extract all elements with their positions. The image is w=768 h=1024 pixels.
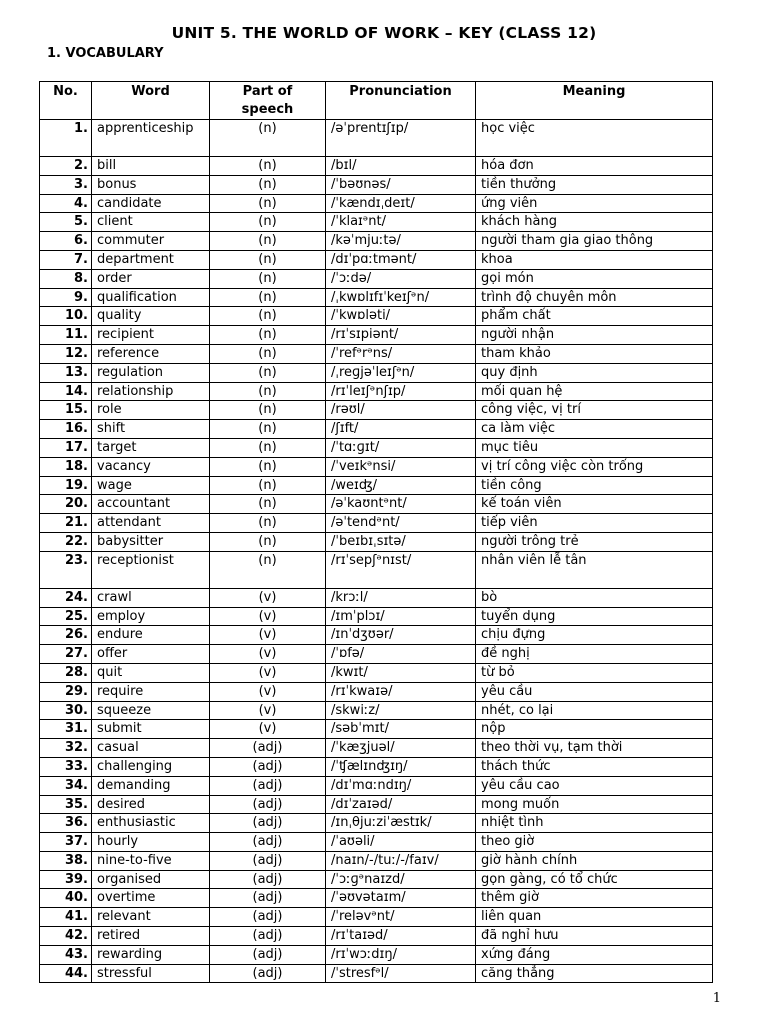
word-cell: enthusiastic bbox=[92, 814, 210, 833]
vocabulary-table-body bbox=[40, 120, 713, 983]
part-of-speech-cell: (n) bbox=[210, 438, 326, 457]
pronunciation-cell: /ˈɔːɡᵊnaɪzd/ bbox=[326, 870, 476, 889]
meaning-cell: mối quan hệ bbox=[476, 382, 713, 401]
pronunciation-cell: /səbˈmɪt/ bbox=[326, 720, 476, 739]
meaning-cell: người nhận bbox=[476, 326, 713, 345]
meaning-cell: chịu đựng bbox=[476, 626, 713, 645]
meaning-cell: theo thời vụ, tạm thời bbox=[476, 739, 713, 758]
section-heading: 1. VOCABULARY bbox=[47, 46, 164, 61]
pronunciation-cell: /ˈreləvᵊnt/ bbox=[326, 908, 476, 927]
document-title: UNIT 5. THE WORLD OF WORK – KEY (CLASS 12) bbox=[171, 24, 597, 42]
row-number: 31. bbox=[40, 720, 92, 739]
meaning-cell: nộp bbox=[476, 720, 713, 739]
row-number: 20. bbox=[40, 495, 92, 514]
part-of-speech-cell: (adj) bbox=[210, 814, 326, 833]
word-cell: vacancy bbox=[92, 457, 210, 476]
part-of-speech-cell: (adj) bbox=[210, 908, 326, 927]
meaning-cell: công việc, vị trí bbox=[476, 401, 713, 420]
word-cell: casual bbox=[92, 739, 210, 758]
pronunciation-cell: /ˌkwɒlɪfɪˈkeɪʃᵊn/ bbox=[326, 288, 476, 307]
meaning-cell: đã nghỉ hưu bbox=[476, 927, 713, 946]
part-of-speech-cell: (v) bbox=[210, 663, 326, 682]
table-row bbox=[40, 120, 713, 157]
part-of-speech-cell: (n) bbox=[210, 420, 326, 439]
part-of-speech-cell: (n) bbox=[210, 213, 326, 232]
pronunciation-cell: /kwɪt/ bbox=[326, 663, 476, 682]
table-row bbox=[40, 908, 713, 927]
row-number: 9. bbox=[40, 288, 92, 307]
part-of-speech-cell: (n) bbox=[210, 514, 326, 533]
part-of-speech-cell: (n) bbox=[210, 382, 326, 401]
row-number: 26. bbox=[40, 626, 92, 645]
word-cell: employ bbox=[92, 607, 210, 626]
word-cell: rewarding bbox=[92, 945, 210, 964]
meaning-cell: kế toán viên bbox=[476, 495, 713, 514]
word-cell: client bbox=[92, 213, 210, 232]
pronunciation-cell: /ˈbəʊnəs/ bbox=[326, 175, 476, 194]
row-number: 30. bbox=[40, 701, 92, 720]
row-number: 7. bbox=[40, 250, 92, 269]
row-number: 11. bbox=[40, 326, 92, 345]
row-number: 10. bbox=[40, 307, 92, 326]
table-row bbox=[40, 889, 713, 908]
table-row bbox=[40, 663, 713, 682]
table-row bbox=[40, 607, 713, 626]
meaning-cell: liên quan bbox=[476, 908, 713, 927]
row-number: 33. bbox=[40, 757, 92, 776]
word-cell: stressful bbox=[92, 964, 210, 983]
meaning-cell: gọn gàng, có tổ chức bbox=[476, 870, 713, 889]
row-number: 21. bbox=[40, 514, 92, 533]
meaning-cell: yêu cầu cao bbox=[476, 776, 713, 795]
meaning-cell: nhiệt tình bbox=[476, 814, 713, 833]
pronunciation-cell: /rɪˈleɪʃᵊnʃɪp/ bbox=[326, 382, 476, 401]
meaning-cell: yêu cầu bbox=[476, 682, 713, 701]
table-row bbox=[40, 588, 713, 607]
part-of-speech-cell: (n) bbox=[210, 269, 326, 288]
word-cell: target bbox=[92, 438, 210, 457]
word-cell: apprenticeship bbox=[92, 120, 210, 157]
table-row bbox=[40, 739, 713, 758]
part-of-speech-cell: (adj) bbox=[210, 776, 326, 795]
meaning-cell: hóa đơn bbox=[476, 157, 713, 176]
table-row bbox=[40, 288, 713, 307]
row-number: 36. bbox=[40, 814, 92, 833]
table-row bbox=[40, 307, 713, 326]
meaning-cell: tiếp viên bbox=[476, 514, 713, 533]
meaning-cell: theo giờ bbox=[476, 833, 713, 852]
word-cell: organised bbox=[92, 870, 210, 889]
pronunciation-cell: /ɪnˌθjuːziˈæstɪk/ bbox=[326, 814, 476, 833]
part-of-speech-cell: (adj) bbox=[210, 795, 326, 814]
header-pronunciation: Pronunciation bbox=[326, 82, 476, 120]
meaning-cell: mong muốn bbox=[476, 795, 713, 814]
word-cell: hourly bbox=[92, 833, 210, 852]
pronunciation-cell: /ɪnˈdʒʊər/ bbox=[326, 626, 476, 645]
meaning-cell: nhân viên lễ tân bbox=[476, 551, 713, 588]
meaning-cell: bò bbox=[476, 588, 713, 607]
table-row bbox=[40, 682, 713, 701]
row-number: 16. bbox=[40, 420, 92, 439]
pronunciation-cell: /ˈkæʒjuəl/ bbox=[326, 739, 476, 758]
pronunciation-cell: /dɪˈmɑːndɪŋ/ bbox=[326, 776, 476, 795]
row-number: 13. bbox=[40, 363, 92, 382]
table-row bbox=[40, 326, 713, 345]
row-number: 24. bbox=[40, 588, 92, 607]
table-row bbox=[40, 532, 713, 551]
word-cell: endure bbox=[92, 626, 210, 645]
row-number: 19. bbox=[40, 476, 92, 495]
word-cell: retired bbox=[92, 927, 210, 946]
part-of-speech-cell: (n) bbox=[210, 401, 326, 420]
row-number: 39. bbox=[40, 870, 92, 889]
row-number: 42. bbox=[40, 927, 92, 946]
table-row bbox=[40, 363, 713, 382]
table-row bbox=[40, 269, 713, 288]
pronunciation-cell: /ˈbeɪbɪˌsɪtə/ bbox=[326, 532, 476, 551]
table-row bbox=[40, 401, 713, 420]
table-row bbox=[40, 344, 713, 363]
meaning-cell: tiền thưởng bbox=[476, 175, 713, 194]
table-row bbox=[40, 701, 713, 720]
meaning-cell: tham khảo bbox=[476, 344, 713, 363]
row-number: 38. bbox=[40, 851, 92, 870]
word-cell: bonus bbox=[92, 175, 210, 194]
part-of-speech-cell: (n) bbox=[210, 476, 326, 495]
part-of-speech-cell: (adj) bbox=[210, 889, 326, 908]
row-number: 29. bbox=[40, 682, 92, 701]
row-number: 8. bbox=[40, 269, 92, 288]
header-word: Word bbox=[92, 82, 210, 120]
header-no: No. bbox=[40, 82, 92, 120]
part-of-speech-cell: (n) bbox=[210, 157, 326, 176]
part-of-speech-cell: (v) bbox=[210, 645, 326, 664]
meaning-cell: người tham gia giao thông bbox=[476, 232, 713, 251]
part-of-speech-cell: (v) bbox=[210, 607, 326, 626]
table-row bbox=[40, 232, 713, 251]
table-row bbox=[40, 420, 713, 439]
part-of-speech-cell: (adj) bbox=[210, 739, 326, 758]
pronunciation-cell: /ˈstresfᵊl/ bbox=[326, 964, 476, 983]
word-cell: regulation bbox=[92, 363, 210, 382]
table-row bbox=[40, 495, 713, 514]
word-cell: order bbox=[92, 269, 210, 288]
pronunciation-cell: /əˈtendᵊnt/ bbox=[326, 514, 476, 533]
part-of-speech-cell: (n) bbox=[210, 194, 326, 213]
table-row bbox=[40, 870, 713, 889]
part-of-speech-cell: (n) bbox=[210, 250, 326, 269]
part-of-speech-cell: (n) bbox=[210, 288, 326, 307]
table-row bbox=[40, 157, 713, 176]
word-cell: receptionist bbox=[92, 551, 210, 588]
row-number: 22. bbox=[40, 532, 92, 551]
word-cell: qualification bbox=[92, 288, 210, 307]
meaning-cell: trình độ chuyên môn bbox=[476, 288, 713, 307]
table-row bbox=[40, 927, 713, 946]
word-cell: squeeze bbox=[92, 701, 210, 720]
table-row bbox=[40, 438, 713, 457]
part-of-speech-cell: (v) bbox=[210, 720, 326, 739]
row-number: 4. bbox=[40, 194, 92, 213]
pronunciation-cell: /ˈkændɪˌdeɪt/ bbox=[326, 194, 476, 213]
table-header-row bbox=[40, 82, 713, 120]
row-number: 37. bbox=[40, 833, 92, 852]
row-number: 18. bbox=[40, 457, 92, 476]
pronunciation-cell: /dɪˈzaɪəd/ bbox=[326, 795, 476, 814]
table-row bbox=[40, 757, 713, 776]
meaning-cell: thách thức bbox=[476, 757, 713, 776]
word-cell: challenging bbox=[92, 757, 210, 776]
table-row bbox=[40, 833, 713, 852]
table-row bbox=[40, 175, 713, 194]
word-cell: candidate bbox=[92, 194, 210, 213]
pronunciation-cell: /rəʊl/ bbox=[326, 401, 476, 420]
part-of-speech-cell: (adj) bbox=[210, 851, 326, 870]
row-number: 27. bbox=[40, 645, 92, 664]
word-cell: bill bbox=[92, 157, 210, 176]
pronunciation-cell: /ˈveɪkᵊnsi/ bbox=[326, 457, 476, 476]
pronunciation-cell: /ʃɪft/ bbox=[326, 420, 476, 439]
row-number: 32. bbox=[40, 739, 92, 758]
meaning-cell: khách hàng bbox=[476, 213, 713, 232]
part-of-speech-cell: (adj) bbox=[210, 870, 326, 889]
table-row bbox=[40, 814, 713, 833]
part-of-speech-cell: (adj) bbox=[210, 927, 326, 946]
meaning-cell: tuyển dụng bbox=[476, 607, 713, 626]
part-of-speech-cell: (adj) bbox=[210, 833, 326, 852]
row-number: 25. bbox=[40, 607, 92, 626]
pronunciation-cell: /rɪˈsɪpiənt/ bbox=[326, 326, 476, 345]
pronunciation-cell: /ˈəʊvətaɪm/ bbox=[326, 889, 476, 908]
meaning-cell: phẩm chất bbox=[476, 307, 713, 326]
part-of-speech-cell: (n) bbox=[210, 363, 326, 382]
table-row bbox=[40, 964, 713, 983]
pronunciation-cell: /ˈkwɒləti/ bbox=[326, 307, 476, 326]
meaning-cell: khoa bbox=[476, 250, 713, 269]
row-number: 12. bbox=[40, 344, 92, 363]
pronunciation-cell: /ˌreɡjəˈleɪʃᵊn/ bbox=[326, 363, 476, 382]
table-row bbox=[40, 457, 713, 476]
pronunciation-cell: /bɪl/ bbox=[326, 157, 476, 176]
table-row bbox=[40, 720, 713, 739]
row-number: 40. bbox=[40, 889, 92, 908]
pronunciation-cell: /krɔːl/ bbox=[326, 588, 476, 607]
word-cell: role bbox=[92, 401, 210, 420]
word-cell: attendant bbox=[92, 514, 210, 533]
meaning-cell: mục tiêu bbox=[476, 438, 713, 457]
meaning-cell: vị trí công việc còn trống bbox=[476, 457, 713, 476]
word-cell: department bbox=[92, 250, 210, 269]
word-cell: submit bbox=[92, 720, 210, 739]
part-of-speech-cell: (n) bbox=[210, 344, 326, 363]
word-cell: offer bbox=[92, 645, 210, 664]
row-number: 43. bbox=[40, 945, 92, 964]
word-cell: wage bbox=[92, 476, 210, 495]
row-number: 41. bbox=[40, 908, 92, 927]
header-part-of-speech: Part of speech bbox=[210, 82, 326, 120]
pronunciation-cell: /ɪmˈplɔɪ/ bbox=[326, 607, 476, 626]
table-row bbox=[40, 645, 713, 664]
word-cell: require bbox=[92, 682, 210, 701]
row-number: 23. bbox=[40, 551, 92, 588]
pronunciation-cell: /ˈɒfə/ bbox=[326, 645, 476, 664]
table-row bbox=[40, 551, 713, 588]
part-of-speech-cell: (v) bbox=[210, 626, 326, 645]
meaning-cell: thêm giờ bbox=[476, 889, 713, 908]
word-cell: overtime bbox=[92, 889, 210, 908]
word-cell: quit bbox=[92, 663, 210, 682]
row-number: 2. bbox=[40, 157, 92, 176]
row-number: 5. bbox=[40, 213, 92, 232]
word-cell: accountant bbox=[92, 495, 210, 514]
pronunciation-cell: /skwiːz/ bbox=[326, 701, 476, 720]
table-row bbox=[40, 514, 713, 533]
part-of-speech-cell: (n) bbox=[210, 232, 326, 251]
row-number: 1. bbox=[40, 120, 92, 157]
pronunciation-cell: /ˈrefᵊrᵊns/ bbox=[326, 344, 476, 363]
part-of-speech-cell: (v) bbox=[210, 588, 326, 607]
row-number: 17. bbox=[40, 438, 92, 457]
word-cell: babysitter bbox=[92, 532, 210, 551]
part-of-speech-cell: (n) bbox=[210, 495, 326, 514]
table-row bbox=[40, 194, 713, 213]
pronunciation-cell: /ˈʧælɪnʤɪŋ/ bbox=[326, 757, 476, 776]
meaning-cell: từ bỏ bbox=[476, 663, 713, 682]
pronunciation-cell: /rɪˈwɔːdɪŋ/ bbox=[326, 945, 476, 964]
part-of-speech-cell: (v) bbox=[210, 682, 326, 701]
pronunciation-cell: /rɪˈkwaɪə/ bbox=[326, 682, 476, 701]
meaning-cell: học việc bbox=[476, 120, 713, 157]
row-number: 44. bbox=[40, 964, 92, 983]
pronunciation-cell: /rɪˈtaɪəd/ bbox=[326, 927, 476, 946]
part-of-speech-cell: (n) bbox=[210, 307, 326, 326]
meaning-cell: giờ hành chính bbox=[476, 851, 713, 870]
pronunciation-cell: /ˈaʊəli/ bbox=[326, 833, 476, 852]
row-number: 14. bbox=[40, 382, 92, 401]
word-cell: crawl bbox=[92, 588, 210, 607]
pronunciation-cell: /kəˈmjuːtə/ bbox=[326, 232, 476, 251]
table-row bbox=[40, 382, 713, 401]
part-of-speech-cell: (n) bbox=[210, 551, 326, 588]
part-of-speech-cell: (adj) bbox=[210, 945, 326, 964]
part-of-speech-cell: (v) bbox=[210, 701, 326, 720]
table-row bbox=[40, 776, 713, 795]
part-of-speech-cell: (n) bbox=[210, 175, 326, 194]
meaning-cell: xứng đáng bbox=[476, 945, 713, 964]
meaning-cell: nhét, co lại bbox=[476, 701, 713, 720]
pronunciation-cell: /dɪˈpɑːtmənt/ bbox=[326, 250, 476, 269]
table-row bbox=[40, 795, 713, 814]
word-cell: recipient bbox=[92, 326, 210, 345]
table-row bbox=[40, 213, 713, 232]
pronunciation-cell: /əˈkaʊntᵊnt/ bbox=[326, 495, 476, 514]
meaning-cell: căng thẳng bbox=[476, 964, 713, 983]
meaning-cell: quy định bbox=[476, 363, 713, 382]
pronunciation-cell: /ˈklaɪᵊnt/ bbox=[326, 213, 476, 232]
page-number: 1 bbox=[712, 991, 721, 1006]
part-of-speech-cell: (n) bbox=[210, 120, 326, 157]
word-cell: desired bbox=[92, 795, 210, 814]
meaning-cell: gọi món bbox=[476, 269, 713, 288]
pronunciation-cell: /əˈprentɪʃɪp/ bbox=[326, 120, 476, 157]
word-cell: quality bbox=[92, 307, 210, 326]
table-row bbox=[40, 851, 713, 870]
pronunciation-cell: /weɪʤ/ bbox=[326, 476, 476, 495]
table-row bbox=[40, 626, 713, 645]
word-cell: reference bbox=[92, 344, 210, 363]
part-of-speech-cell: (n) bbox=[210, 326, 326, 345]
row-number: 15. bbox=[40, 401, 92, 420]
meaning-cell: đề nghị bbox=[476, 645, 713, 664]
word-cell: relevant bbox=[92, 908, 210, 927]
table-row bbox=[40, 250, 713, 269]
word-cell: relationship bbox=[92, 382, 210, 401]
row-number: 35. bbox=[40, 795, 92, 814]
row-number: 3. bbox=[40, 175, 92, 194]
table-row bbox=[40, 945, 713, 964]
vocabulary-table bbox=[39, 81, 713, 983]
word-cell: demanding bbox=[92, 776, 210, 795]
row-number: 28. bbox=[40, 663, 92, 682]
pronunciation-cell: /ˈtɑːɡɪt/ bbox=[326, 438, 476, 457]
meaning-cell: ứng viên bbox=[476, 194, 713, 213]
part-of-speech-cell: (adj) bbox=[210, 964, 326, 983]
row-number: 6. bbox=[40, 232, 92, 251]
pronunciation-cell: /rɪˈsepʃᵊnɪst/ bbox=[326, 551, 476, 588]
part-of-speech-cell: (n) bbox=[210, 532, 326, 551]
header-meaning: Meaning bbox=[476, 82, 713, 120]
word-cell: nine-to-five bbox=[92, 851, 210, 870]
meaning-cell: ca làm việc bbox=[476, 420, 713, 439]
pronunciation-cell: /ˈɔːdə/ bbox=[326, 269, 476, 288]
word-cell: commuter bbox=[92, 232, 210, 251]
pronunciation-cell: /naɪn/-/tuː/-/faɪv/ bbox=[326, 851, 476, 870]
meaning-cell: tiền công bbox=[476, 476, 713, 495]
row-number: 34. bbox=[40, 776, 92, 795]
part-of-speech-cell: (adj) bbox=[210, 757, 326, 776]
table-row bbox=[40, 476, 713, 495]
meaning-cell: người trông trẻ bbox=[476, 532, 713, 551]
part-of-speech-cell: (n) bbox=[210, 457, 326, 476]
word-cell: shift bbox=[92, 420, 210, 439]
